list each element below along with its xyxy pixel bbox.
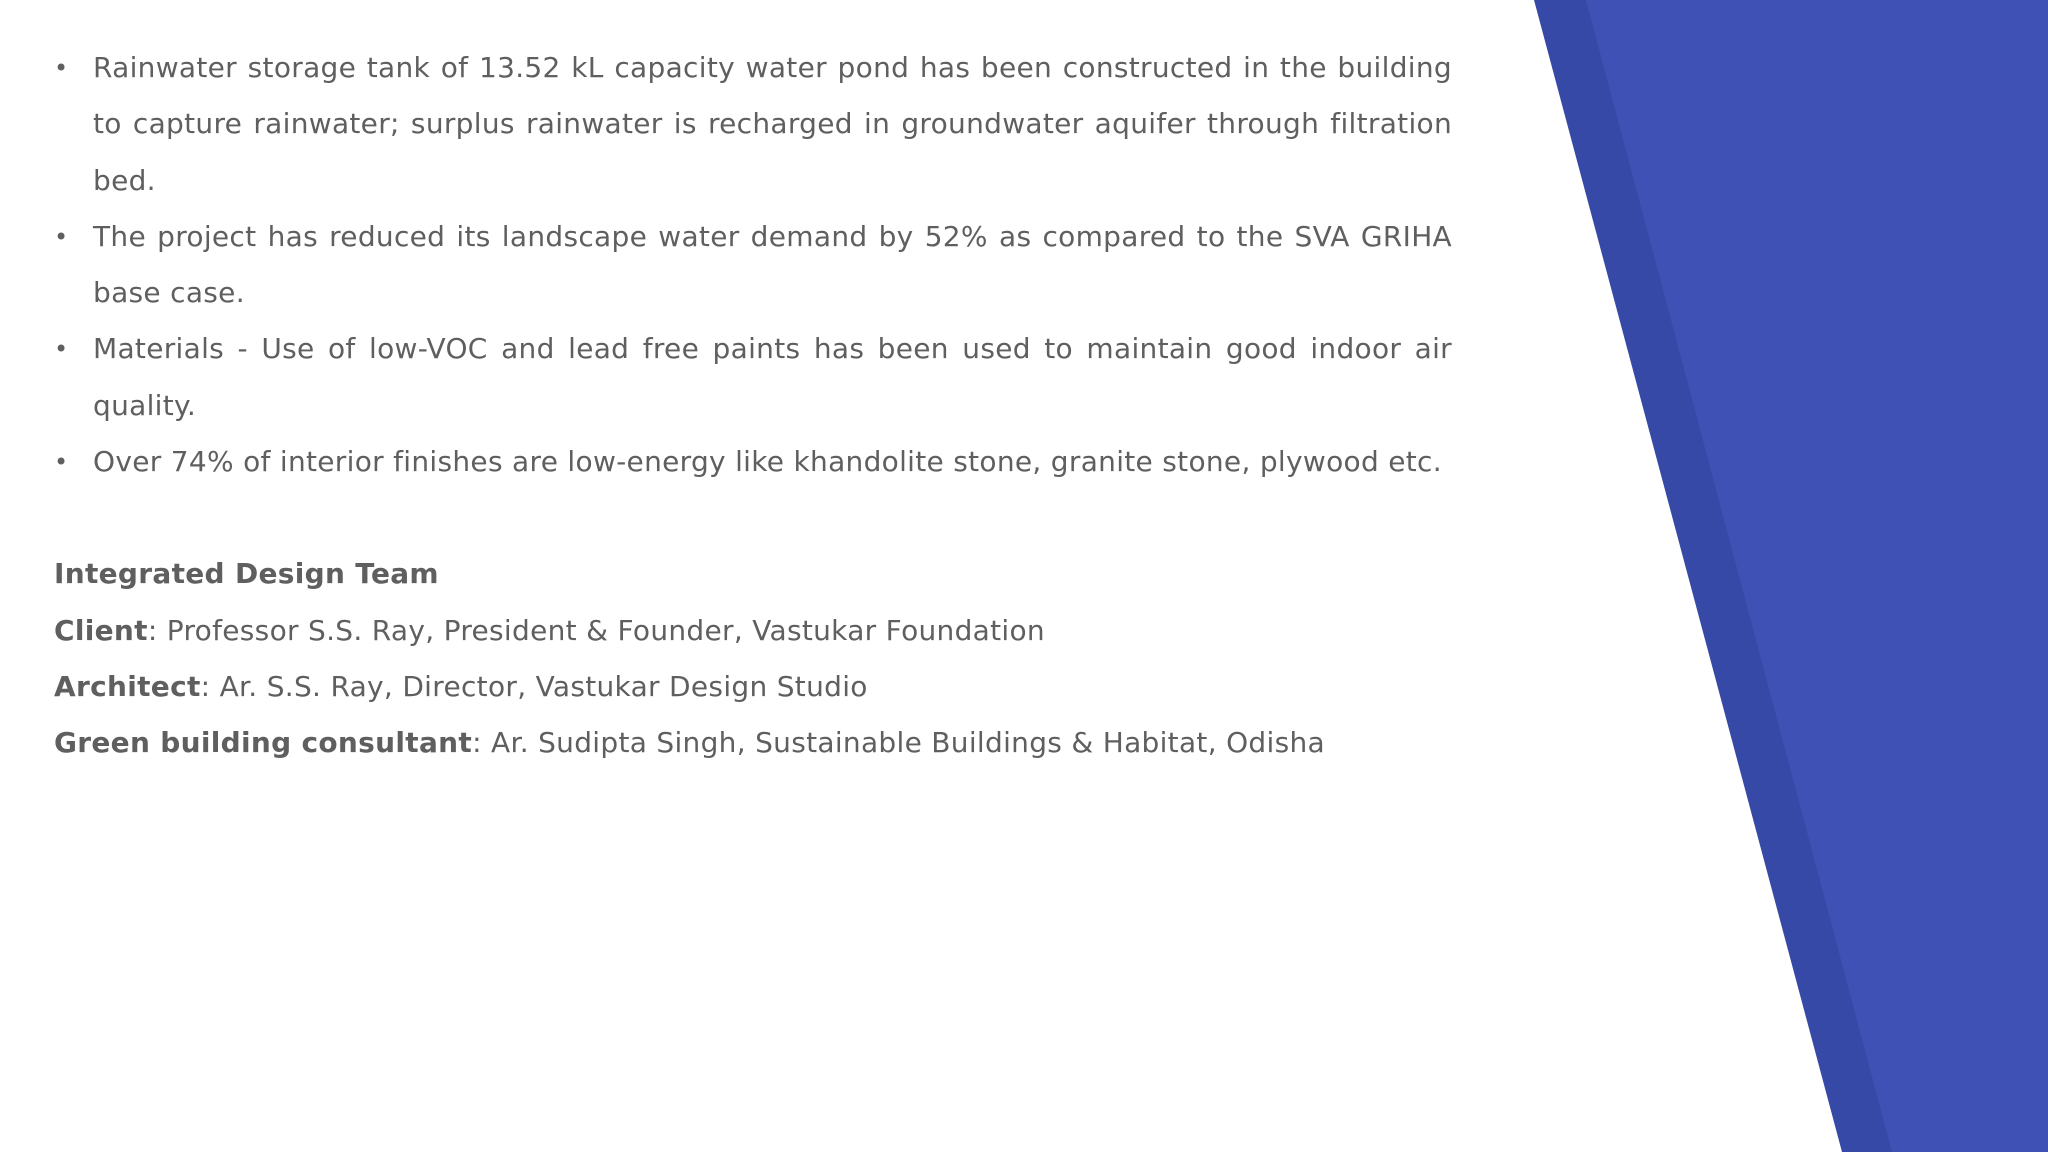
team-architect-line [54,659,1452,715]
client-value: : Professor S.S. Ray, President & Founder, Vastukar Foundation [147,613,1045,647]
client-label: Client [54,613,148,647]
bullet-list [54,40,1452,490]
slide-content [54,40,1452,772]
bullet-item-landscape-water [54,209,1452,322]
bullet-item-rainwater [54,40,1452,209]
bullet-text: Materials - Use of low-VOC and lead free paints has been used to maintain good indoor air quality. [93,332,1452,422]
bullet-item-interior-finishes [54,434,1452,490]
bullet-marker: • [54,54,69,82]
team-client-line [54,603,1452,659]
bullet-text: Over 74% of interior finishes are low-energy like khandolite stone, granite stone, plywood etc. [93,445,1442,479]
team-consultant-line [54,715,1452,771]
consultant-value: : Ar. Sudipta Singh, Sustainable Buildings & Habitat, Odisha [472,726,1325,760]
design-team-section [54,546,1452,771]
team-heading: Integrated Design Team [54,557,439,591]
architect-label: Architect [54,669,201,703]
bullet-marker: • [54,335,69,364]
consultant-label: Green building consultant [54,726,473,760]
bullet-text: Rainwater storage tank of 13.52 kL capacity water pond has been constructed in the building to capture rainwater; surplus rainwater is recharged in groundwater aquifer through filtration bed. [93,51,1452,197]
bullet-marker: • [54,448,69,477]
bullet-item-materials [54,321,1452,434]
architect-value: : Ar. S.S. Ray, Director, Vastukar Design Studio [200,669,868,703]
bullet-marker: • [54,222,69,251]
bullet-text: The project has reduced its landscape water demand by 52% as compared to the SVA GRIHA base case. [93,219,1452,310]
